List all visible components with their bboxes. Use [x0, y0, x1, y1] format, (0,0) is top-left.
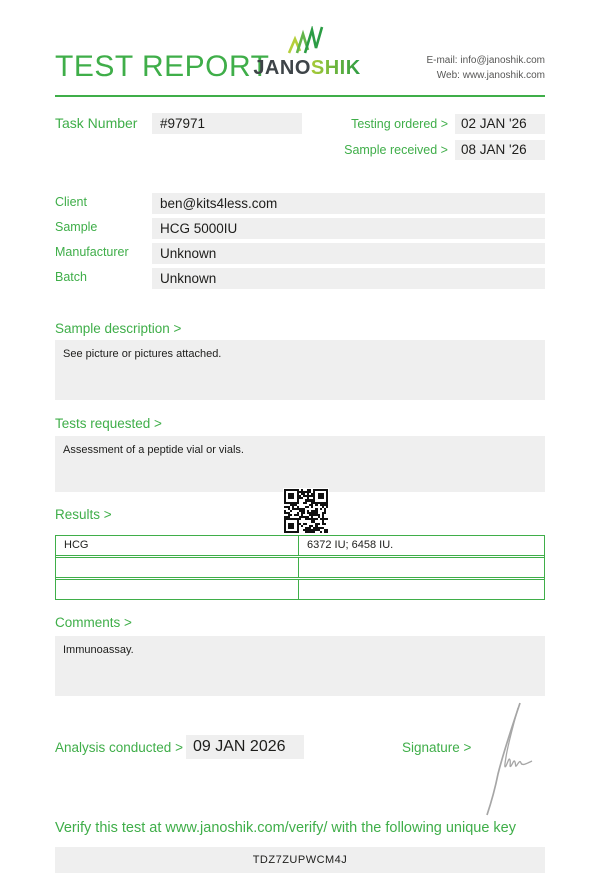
batch-label: Batch	[55, 270, 87, 284]
tests-requested-label: Tests requested >	[55, 416, 162, 431]
contact-info	[426, 53, 545, 83]
results-table	[55, 535, 545, 600]
results-cell-name	[55, 557, 300, 578]
results-cell-name: HCG	[55, 535, 300, 556]
batch-row	[55, 268, 545, 289]
testing-ordered-row	[330, 113, 545, 134]
task-number-label: Task Number	[55, 115, 138, 131]
comments-label: Comments >	[55, 615, 132, 630]
analysis-conducted-value: 09 JAN 2026	[186, 735, 304, 759]
task-number-value: #97971	[152, 113, 302, 134]
tests-requested-text: Assessment of a peptide vial or vials.	[55, 436, 545, 492]
results-cell-value	[298, 579, 545, 600]
results-label: Results >	[55, 507, 112, 522]
brand-logo	[252, 26, 362, 80]
signature-icon	[478, 700, 540, 818]
manufacturer-label: Manufacturer	[55, 245, 129, 259]
brand-name-left: JANO	[253, 57, 311, 79]
contact-email: E-mail: info@janoshik.com	[426, 55, 545, 66]
contact-web: Web: www.janoshik.com	[436, 70, 545, 81]
page-title: TEST REPORT	[55, 50, 270, 83]
bar-chart-growth-icon	[286, 26, 328, 56]
batch-value: Unknown	[152, 268, 545, 289]
header-divider	[55, 95, 545, 97]
client-row	[55, 193, 545, 214]
brand-name-right: SHIK	[310, 57, 361, 79]
comments-text: Immunoassay.	[55, 636, 545, 696]
client-value: ben@kits4less.com	[152, 193, 545, 214]
sample-label: Sample	[55, 220, 98, 234]
verify-text: Verify this test at www.janoshik.com/verify/ with the following unique key	[55, 820, 516, 836]
signature-label: Signature >	[402, 740, 472, 755]
results-cell-value	[298, 557, 545, 578]
analysis-conducted-label: Analysis conducted >	[55, 740, 183, 755]
results-cell-name	[55, 579, 300, 600]
manufacturer-value: Unknown	[152, 243, 545, 264]
sample-description-label: Sample description >	[55, 321, 182, 336]
sample-value: HCG 5000IU	[152, 218, 545, 239]
sample-received-value: 08 JAN '26	[455, 140, 545, 160]
testing-ordered-label: Testing ordered >	[351, 116, 448, 131]
manufacturer-row	[55, 243, 545, 264]
results-cell-value: 6372 IU; 6458 IU.	[298, 535, 545, 556]
client-label: Client	[55, 195, 87, 209]
sample-received-label: Sample received >	[344, 142, 448, 157]
brand-name	[252, 57, 362, 80]
sample-description-text: See picture or pictures attached.	[55, 340, 545, 400]
testing-ordered-value: 02 JAN '26	[455, 114, 545, 134]
sample-row	[55, 218, 545, 239]
unique-key: TDZ7ZUPWCM4J	[55, 847, 545, 873]
qr-code-icon	[283, 488, 329, 534]
sample-received-row	[330, 139, 545, 160]
